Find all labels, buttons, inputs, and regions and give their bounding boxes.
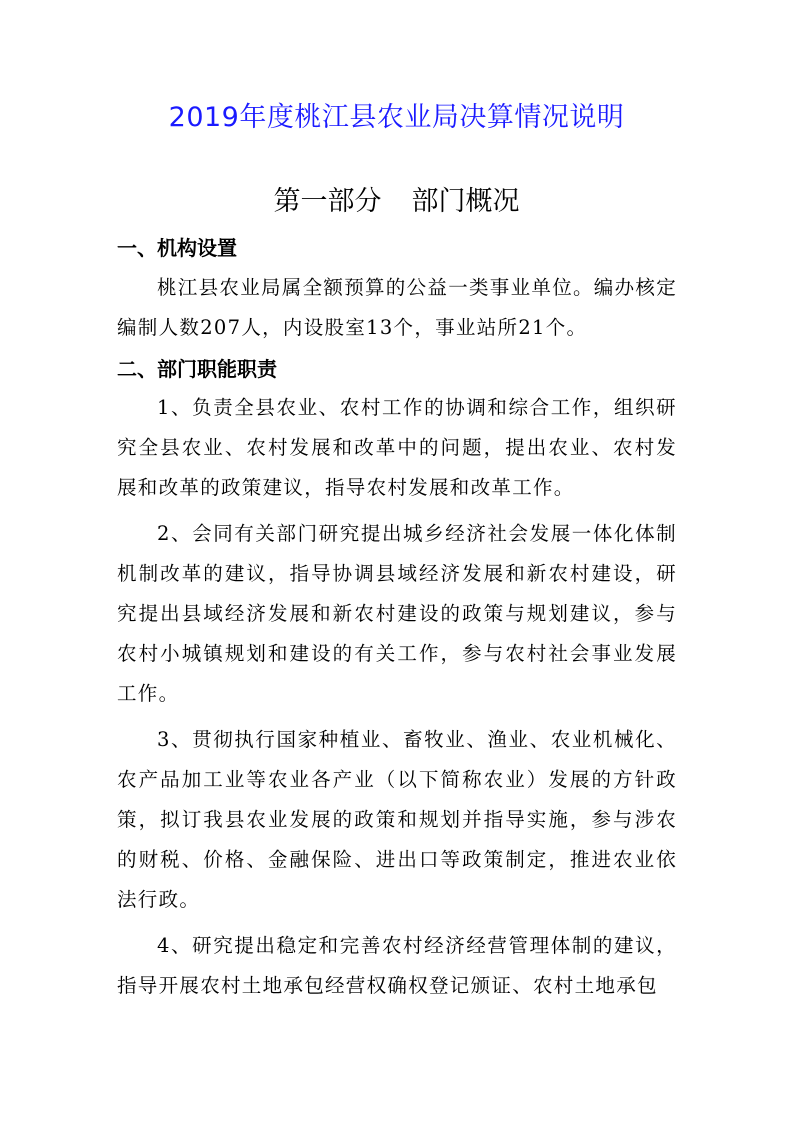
section-body-duties bbox=[117, 388, 677, 1006]
paragraph: 1、负责全县农业、农村工作的协调和综合工作，组织研究全县农业、农村发展和改革中的问题，提出农业、农村发展和改革的政策建议，指导农村发展和改革工作。 bbox=[117, 396, 677, 499]
document-title bbox=[0, 98, 793, 138]
paragraph: 桃江县农业局属全额预算的公益一类事业单位。编办核定编制人数207人，内设股室13个，事业站所21个。 bbox=[117, 276, 678, 339]
section-heading-organization: 一、机构设置 bbox=[117, 236, 237, 260]
part-name: 部门概况 bbox=[411, 186, 520, 217]
section-body-organization bbox=[117, 268, 677, 348]
part-heading bbox=[0, 182, 793, 222]
document-title-text: 2019年度桃江县农业局决算情况说明 bbox=[168, 102, 625, 133]
paragraph: 3、贯彻执行国家种植业、畜牧业、渔业、农业机械化、农产品加工业等农业各产业（以下简称农业）发展的方针政策，拟订我县农业发展的政策和规划并指导实施，参与涉农的财税、价格、金融保险、进出口等政策制定，推进农业依法行政。 bbox=[117, 728, 677, 911]
paragraph: 2、会同有关部门研究提出城乡经济社会发展一体化体制机制改革的建议，指导协调县域经济发展和新农村建设，研究提出县域经济发展和新农村建设的政策与规划建议，参与农村小城镇规划和建设的有关工作，参与农村社会事业发展工作。 bbox=[117, 522, 677, 705]
section-heading-duties: 二、部门职能职责 bbox=[117, 357, 277, 381]
part-number: 第一部分 bbox=[273, 186, 382, 217]
paragraph: 4、研究提出稳定和完善农村经济经营管理体制的建议，指导开展农村土地承包经营权确权登记颁证、农村土地承包 bbox=[117, 934, 677, 997]
